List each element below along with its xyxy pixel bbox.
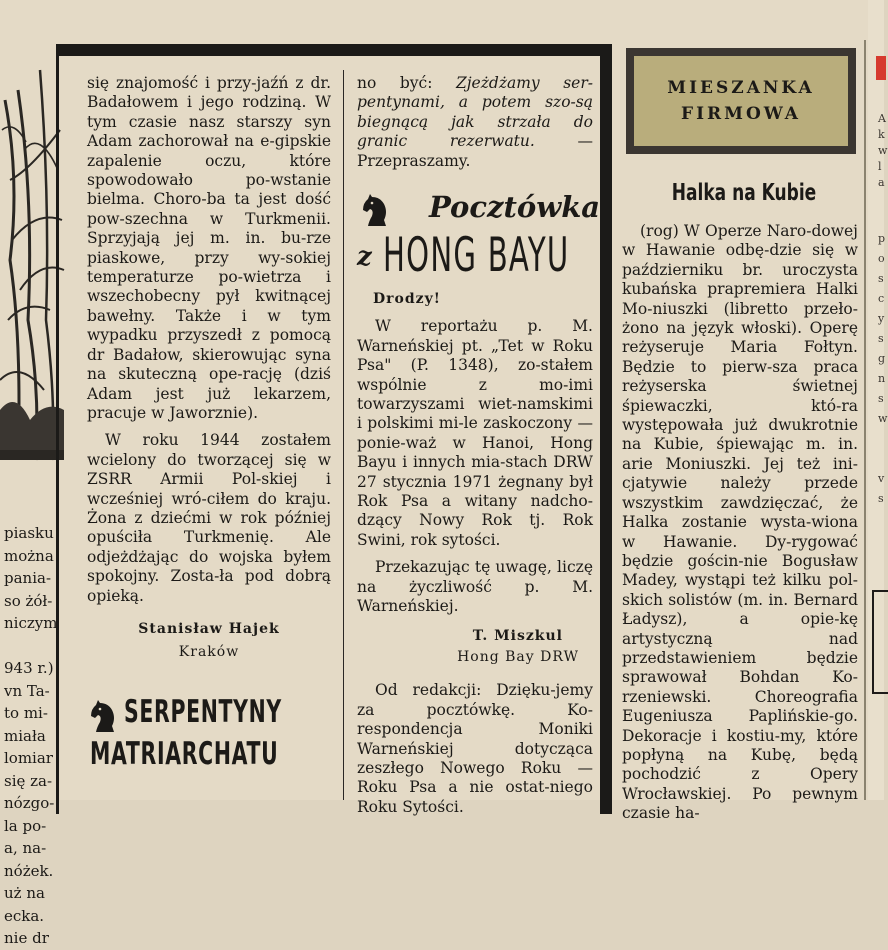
edge-letter: a: [878, 176, 885, 189]
edge-letter: w: [878, 412, 888, 425]
paragraph: no być: Zjeżdżamy ser-pentynami, a potem szo-są biegnącą jak strzała do granic rezerwatu. — Przepraszamy.: [357, 74, 593, 170]
headline-main: HONG BAYU: [383, 228, 570, 283]
article-miszkul: [357, 74, 593, 171]
edge-letter: g: [878, 352, 886, 365]
editor-note: Od redakcji: Dzięku-jemy za pocztówkę. Ko-respondencja Moniki Warneńskiej dotycząca zeszłego Nowego Roku — Roku Psa a nie ostat-niego Roku Sytości.: [357, 681, 593, 816]
edge-letter: w: [878, 144, 888, 157]
edge-letter: s: [878, 392, 884, 405]
salutation: Drodzy!: [373, 291, 441, 307]
column-divider-right: [864, 40, 866, 800]
headline-pocztowka: [357, 190, 601, 284]
column-header-line: FIRMOWA: [681, 104, 801, 124]
plant-illustration: [0, 60, 64, 460]
edge-letter: c: [878, 292, 885, 305]
paragraph: (rog) W Operze Naro-dowej w Hawanie odbę-dzie się w październiku br. uroczysta kubańska prapremiera Halki Mo-niuszki (libretto przeło-żono na język włoski). Operę reżyseruje Maria Fołtyn. Będzie to pierw-sza praca reżyserska świetnej śpiewaczki, któ-ra występowała już dwukrotnie na Kubie, śpiewając m. in. arie Moniuszki. Jej też ini-cjatywie należy przede wszystkim zawdzięczać, że Halka zostanie wysta-wiona w Hawanie. Dy-rygować będzie gościn-nie Bogusław Madey, wystąpi też kilku pol-skich solistów (m. in. Bernard Ładysz), a opie-kę artystyczną nad przedstawieniem będzie sprawował Bohdan Ko-rzeniewski. Choreografia Eugeniusza Paplińskie-go. Dekoracje i kostiu-my, które popłyną na Kubę, będą pochodzić z Opery Wrocławskiej. Po pewnym czasie ha-: [622, 222, 858, 823]
edge-letter: k: [878, 128, 885, 141]
paragraph: W reportażu p. M. Warneńskiej pt. „Tet w Roku Psa" (P. 1348), zo-stałem wspólnie z mo-imi towarzyszami wiet-namskimi i polskimi mi-le zaskoczony — ponie-waż w Hanoi, Hong Bayu i innych mia-stach DRW 27 stycznia 1971 żegnany był Rok Psa a witany nadcho-dzący Nowy Rok tj. Rok Swini, rok sytości.: [357, 317, 593, 549]
left-fragment-text: piasku można pania- so żół- niczym 943 r.) vn Ta- to mi- miała lomiar się za- nózgo- la po- a, na- nóżek. uż na ecka. nie dr: [4, 524, 58, 947]
column-header-inner: [634, 56, 848, 146]
column-header-line: MIESZANKA: [667, 78, 815, 98]
right-edge-box: [872, 590, 888, 694]
article-halka: [622, 222, 858, 824]
article-miszkul-body: [357, 290, 593, 817]
headline-z: z: [357, 242, 372, 272]
edge-letter: s: [878, 492, 884, 505]
paragraph: W roku 1944 zostałem wcielony do tworzącej się w ZSRR Armii Pol-skiej i wcześniej wró-ciłem do kraju. Żona z dziećmi w rok później opuściła Turkmenię. Ale odjeżdżając do wojska byłem spokojny. Zosta-ła pod dobrą opieką.: [87, 431, 331, 605]
edge-letter: o: [878, 252, 885, 265]
headline-line: SERPENTYNY: [124, 694, 282, 730]
edge-letter: l: [878, 160, 882, 173]
author-city: Kraków: [178, 644, 240, 661]
left-column-fragment: [0, 60, 64, 947]
edge-letter: A: [878, 112, 886, 125]
author-city: Hong Bay DRW: [457, 648, 579, 665]
article-title: Halka na Kubie: [671, 180, 817, 206]
headline-script: Pocztówka: [429, 190, 601, 224]
red-mark: [876, 56, 886, 80]
author-signature: T. Miszkul: [472, 627, 563, 644]
paragraph: Przekazując tę uwagę, liczę na życzliwość p. M. Warneńskiej.: [357, 558, 593, 616]
edge-letter: v: [878, 472, 885, 485]
headline-serpentyny: [84, 694, 336, 772]
author-signature: Stanisław Hajek: [138, 620, 280, 637]
edge-letter: s: [878, 332, 884, 345]
headline-line: MATRIARCHATU: [90, 736, 279, 772]
article-hajek: [87, 74, 331, 663]
edge-letter: p: [878, 232, 886, 245]
edge-letter: n: [878, 372, 886, 385]
column-divider: [343, 70, 344, 800]
chess-knight-icon: [88, 700, 120, 734]
paragraph: się znajomość i przy-jaźń z dr. Badałowem i jego rodziną. W tym czasie nasz starszy syn Adam zachorował na e-gipskie zapalenie oczu, które spowodowało po-wstanie bielma. Choro-ba ta jest dość pow-szechna w Turkmenii. Sprzyjają jej m. in. bu-rze piaskowe, przy wy-sokiej temperaturze po-wietrza i wszechobecny pył kwitnącej bawełny. Także i w tym wypadku przyszedł z pomocą dr Badałow, skierowując syna na skuteczną ope-rację (dziś Adam jest już lekarzem, pracuje w Jaworznie).: [87, 74, 331, 422]
chess-knight-icon: [359, 194, 393, 228]
edge-letter: y: [878, 312, 885, 325]
column-header-box: [626, 48, 856, 154]
edge-letter: s: [878, 272, 884, 285]
